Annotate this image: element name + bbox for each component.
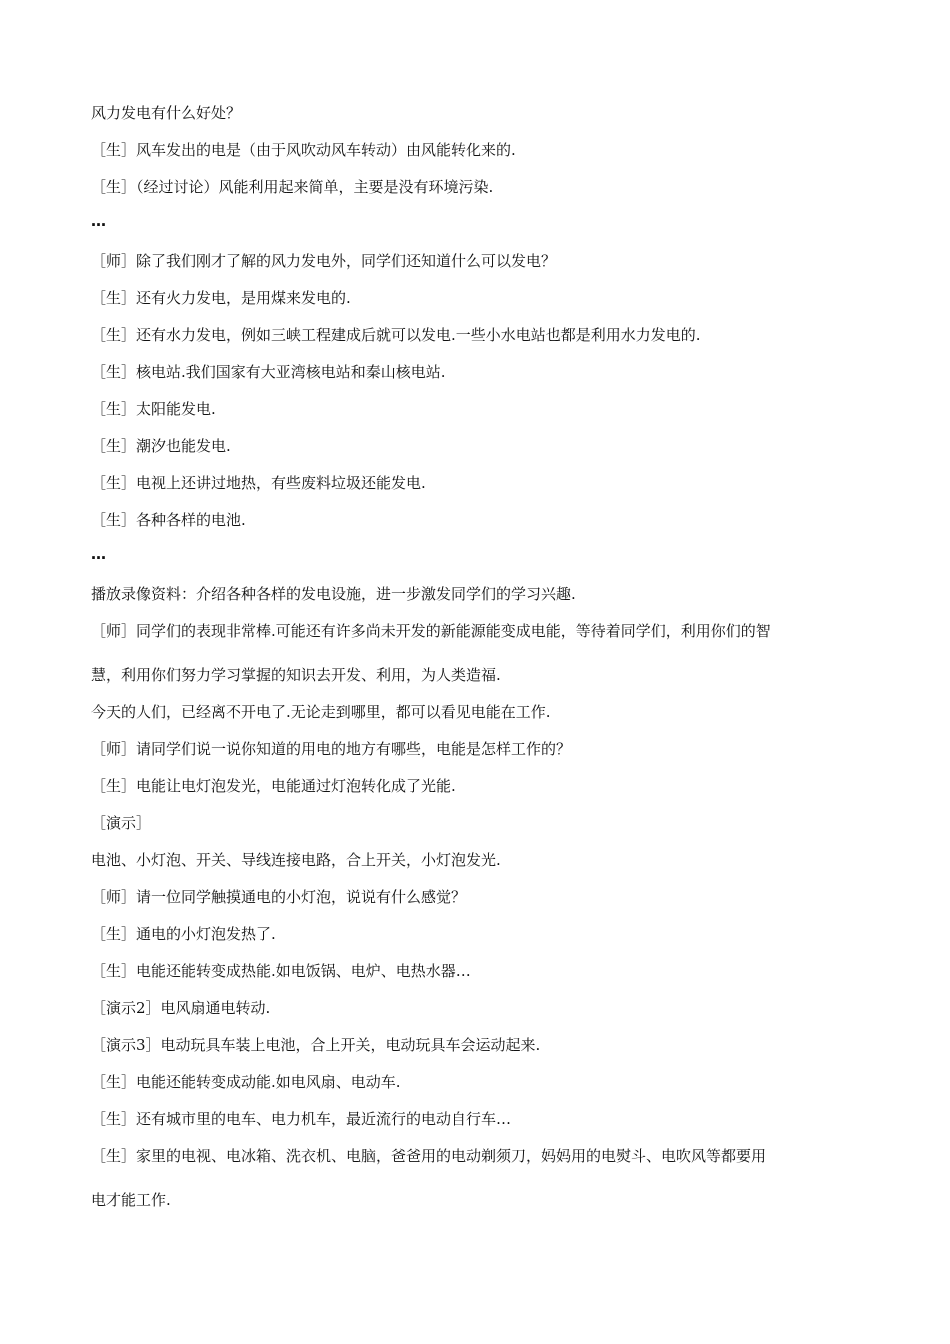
text-line: ［演示3］电动玩具车装上电池，合上开关，电动玩具车会运动起来. — [91, 1036, 541, 1054]
text-line: ［生］电能还能转变成热能.如电饭锅、电炉、电热水器… — [91, 962, 471, 980]
text-line: ［师］请一位同学触摸通电的小灯泡，说说有什么感觉？ — [91, 888, 467, 906]
text-line: ［生］风车发出的电是（由于风吹动风车转动）由风能转化来的. — [91, 141, 516, 159]
text-line: ［生］太阳能发电. — [91, 400, 216, 418]
text-line: ［生］电能让电灯泡发光，电能通过灯泡转化成了光能. — [91, 777, 456, 795]
ellipsis-line: … — [91, 545, 106, 563]
text-line: 今天的人们，已经离不开电了.无论走到哪里，都可以看见电能在工作. — [91, 703, 551, 721]
text-line: ［生］还有城市里的电车、电力机车，最近流行的电动自行车… — [91, 1110, 512, 1128]
text-line: ［生］电视上还讲过地热，有些废料垃圾还能发电. — [91, 474, 426, 492]
text-line: 电池、小灯泡、开关、导线连接电路，合上开关，小灯泡发光. — [91, 851, 501, 869]
text-line: ［演示2］电风扇通电转动. — [91, 999, 271, 1017]
text-line: ［师］同学们的表现非常棒.可能还有许多尚未开发的新能源能变成电能，等待着同学们，利用你们的智 — [91, 622, 771, 640]
text-line: ［生］各种各样的电池. — [91, 511, 246, 529]
text-line: ［生］核电站.我们国家有大亚湾核电站和秦山核电站. — [91, 363, 446, 381]
text-line: ［师］请同学们说一说你知道的用电的地方有哪些，电能是怎样工作的？ — [91, 740, 572, 758]
text-line: ［生］潮汐也能发电. — [91, 437, 231, 455]
text-line: ［生］家里的电视、电冰箱、洗衣机、电脑，爸爸用的电动剃须刀，妈妈用的电熨斗、电吹风等都要用 — [91, 1147, 767, 1165]
text-line: ［生］电能还能转变成动能.如电风扇、电动车. — [91, 1073, 401, 1091]
text-line: 慧，利用你们努力学习掌握的知识去开发、利用，为人类造福. — [91, 666, 501, 684]
text-line: ［生］还有水力发电，例如三峡工程建成后就可以发电.一些小水电站也都是利用水力发电的. — [91, 326, 701, 344]
ellipsis-line: … — [91, 212, 106, 230]
text-line: ［师］除了我们刚才了解的风力发电外，同学们还知道什么可以发电？ — [91, 252, 557, 270]
text-line: 播放录像资料：介绍各种各样的发电设施，进一步激发同学们的学习兴趣. — [91, 585, 576, 603]
text-line: 风力发电有什么好处？ — [91, 104, 242, 122]
text-line: 电才能工作. — [91, 1191, 171, 1209]
text-line: ［生］（经过讨论）风能利用起来简单，主要是没有环境污染. — [91, 178, 494, 196]
text-line: ［演示］ — [91, 814, 152, 832]
text-line: ［生］还有火力发电，是用煤来发电的. — [91, 289, 351, 307]
text-line: ［生］通电的小灯泡发热了. — [91, 925, 276, 943]
